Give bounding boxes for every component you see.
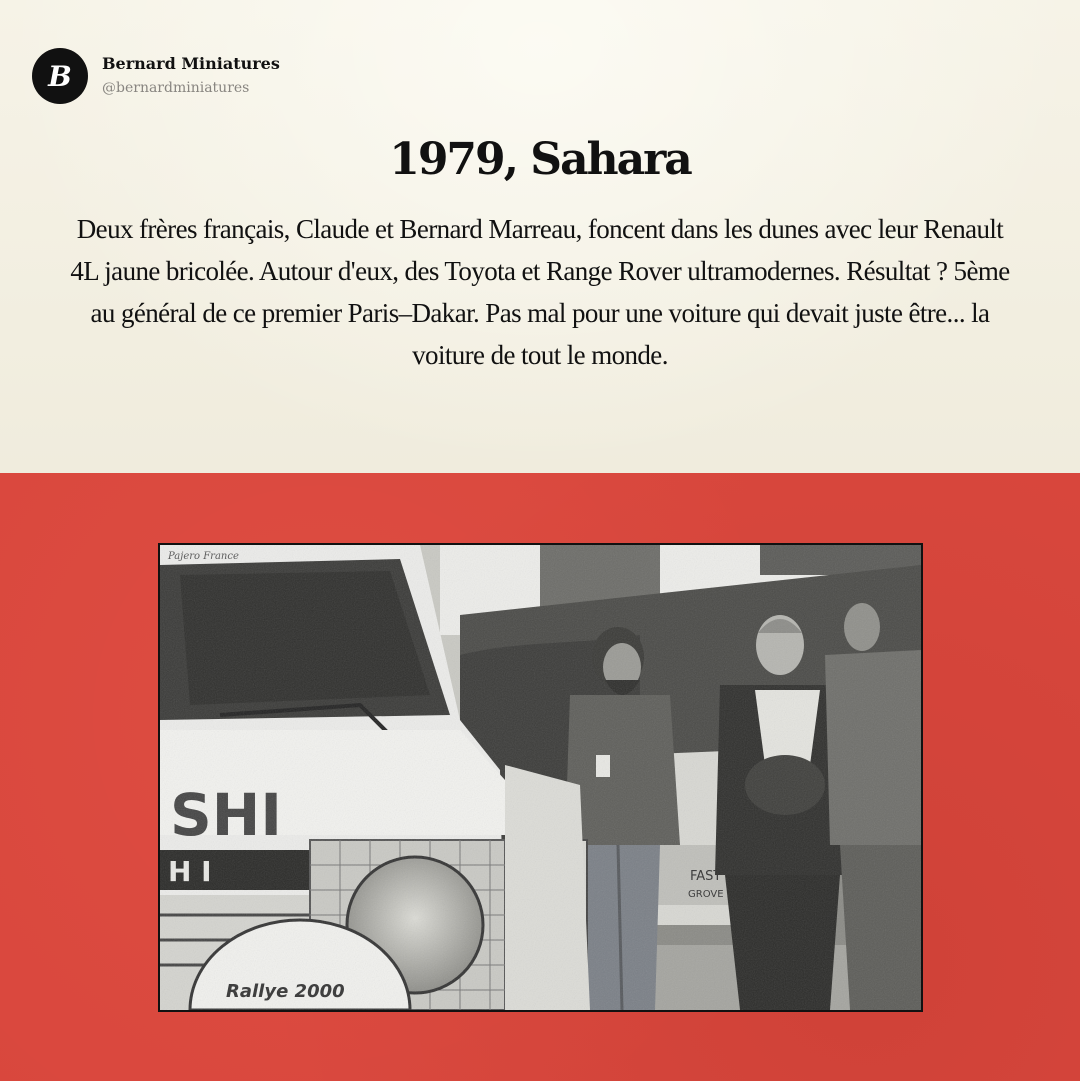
rally-photo-illustration <box>160 545 921 1010</box>
historic-photo <box>158 543 923 1012</box>
brand-handle: @bernardminiatures <box>102 80 250 96</box>
post-body: Deux frères français, Claude et Bernard Marreau, foncent dans les dunes avec leur Renault 4L jaune bricolée. Autour d'eux, des Toyota et Range Rover ultramodernes. Résultat ? 5ème au général de ce premier Paris–Dakar. Pas mal pour une voiture qui devait juste être... la voiture de tout le monde. <box>70 214 1010 370</box>
brand-name: Bernard Miniatures <box>102 54 280 73</box>
bottom-section <box>0 473 1080 1081</box>
account-header[interactable] <box>32 48 280 104</box>
avatar[interactable]: B <box>32 48 88 104</box>
account-info <box>102 53 280 99</box>
top-section <box>0 0 1080 473</box>
post-title: 1979, Sahara <box>389 134 691 185</box>
